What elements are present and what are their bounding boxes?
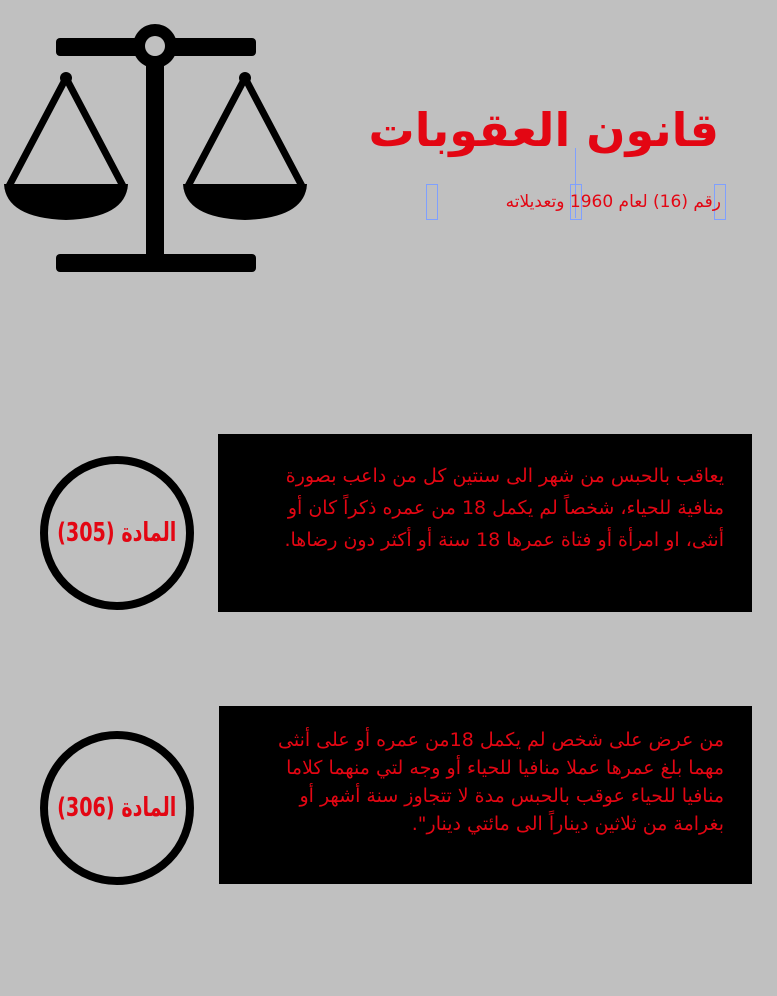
- article-305-text: يعاقب بالحبس من شهر الى سنتين كل من داعب بصورة منافية للحياء، شخصاً لم يكمل 18 من عمره ذكراً كان أو أنثى، او امرأة أو فتاة عمرها 18 سنة أو أكثر دون رضاها.: [284, 465, 724, 551]
- article-305-badge: [40, 456, 194, 610]
- scales-of-justice-icon: [0, 16, 312, 276]
- article-305-label: المادة (305): [57, 518, 177, 548]
- page-title: قانون العقوبات: [368, 103, 719, 157]
- article-306-text: من عرض على شخص لم يكمل 18من عمره أو على أنثى مهما بلغ عمرها عملا منافيا للحياء أو وجه لتي منهما كلاما منافيا للحياء عوقب بالحبس مدة لا تتجاوز سنة أشهر أو بغرامة من ثلاثين ديناراً الى مائتي دينار".: [278, 729, 724, 835]
- article-305-text-box: [218, 434, 752, 612]
- article-306-label: المادة (306): [57, 793, 177, 823]
- article-306-text-box: [219, 706, 752, 884]
- page-subtitle: رقم (16) لعام 1960 وتعديلاته: [505, 192, 721, 212]
- article-306-badge: [40, 731, 194, 885]
